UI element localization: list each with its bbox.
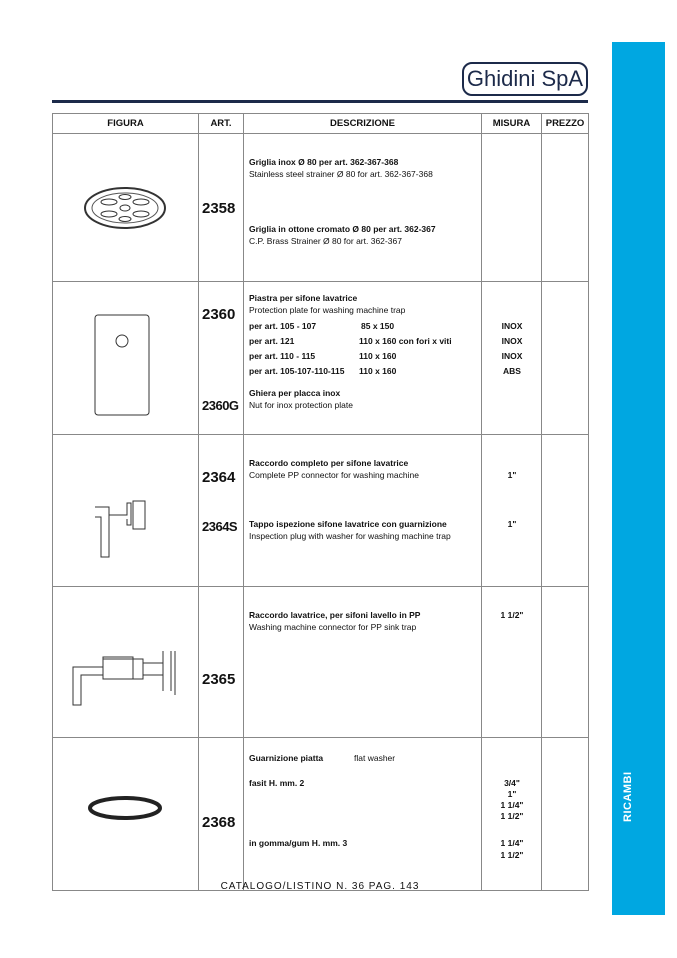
misura-value: 1 1/2"	[500, 610, 524, 620]
desc-it: Tappo ispezione sifone lavatrice con guarnizione	[249, 519, 447, 529]
spec-size: 110 x 160	[359, 366, 397, 376]
table-row	[53, 282, 589, 435]
col-misura: MISURA	[482, 114, 542, 134]
art-number: 2364	[202, 469, 236, 486]
table-row	[53, 738, 589, 891]
plate-figure	[53, 282, 199, 435]
desc-en: Complete PP connector for washing machine	[249, 470, 419, 480]
price-cell	[542, 435, 589, 587]
strainer-drawing	[53, 134, 198, 279]
header-rule	[52, 100, 588, 103]
catalog-table	[52, 113, 589, 891]
page-footer: CATALOGO/LISTINO N. 36 PAG. 143	[220, 881, 420, 892]
misura-value: 1"	[507, 519, 517, 529]
spec-size: 110 x 160	[359, 351, 397, 361]
desc-en: Stainless steel strainer Ø 80 for art. 362-367-368	[249, 169, 433, 179]
art-number: 2368	[202, 814, 236, 831]
misura-value: INOX	[501, 336, 523, 346]
desc-it: Ghiera per placca inox	[249, 388, 341, 398]
table-header	[53, 114, 589, 134]
price-cell	[542, 134, 589, 282]
col-figura: FIGURA	[53, 114, 199, 134]
sink-connector-figure	[53, 587, 199, 738]
washer-figure	[53, 738, 199, 891]
art-number: 2365	[202, 671, 236, 688]
art-number: 2358	[202, 200, 236, 217]
art-number: 2360	[202, 306, 236, 323]
sink-connector-drawing	[53, 587, 198, 735]
misura-value: 1"	[507, 470, 517, 480]
price-cell	[542, 738, 589, 891]
spec: per art. 105-107-110-115	[249, 366, 345, 376]
desc-it: Guarnizione piatta	[249, 753, 324, 763]
misura-value: 3/4"	[504, 778, 520, 788]
desc-en: flat washer	[354, 753, 396, 763]
desc-en: Nut for inox protection plate	[249, 400, 353, 410]
desc-en: C.P. Brass Strainer Ø 80 for art. 362-367	[249, 236, 402, 246]
spec: per art. 121	[249, 336, 295, 346]
misura-value: 1"	[507, 789, 517, 799]
spec-size: 85 x 150	[361, 321, 395, 331]
table-row	[53, 134, 589, 282]
desc-en: Inspection plug with washer for washing machine trap	[249, 531, 451, 541]
desc-it: Raccordo completo per sifone lavatrice	[249, 458, 409, 468]
col-prezzo: PREZZO	[542, 114, 589, 134]
washer-drawing	[53, 738, 198, 888]
table-row	[53, 587, 589, 738]
price-cell	[542, 282, 589, 435]
spec: per art. 105 - 107	[249, 321, 317, 331]
spec: fasit H. mm. 2	[249, 778, 305, 788]
misura-value: 1 1/2"	[500, 850, 524, 860]
spec: per art. 110 - 115	[249, 351, 316, 361]
connector-drawing	[53, 435, 198, 584]
misura-value: INOX	[501, 351, 523, 361]
section-tab	[612, 42, 665, 915]
price-cell	[542, 587, 589, 738]
spec: in gomma/gum H. mm. 3	[249, 838, 348, 848]
art-number: 2364S	[202, 519, 238, 534]
desc-en: Protection plate for washing machine trap	[249, 305, 406, 315]
col-descrizione: DESCRIZIONE	[244, 114, 482, 134]
desc-it: Griglia inox Ø 80 per art. 362-367-368	[249, 157, 399, 167]
col-art: ART.	[199, 114, 244, 134]
section-label: RICAMBI	[622, 771, 634, 822]
misura-value: 1 1/2"	[500, 811, 524, 821]
art-number: 2360G	[202, 398, 239, 413]
misura-value: 1 1/4"	[500, 838, 524, 848]
misura-value: ABS	[503, 366, 521, 376]
misura-value: 1 1/4"	[500, 800, 524, 810]
desc-it: Griglia in ottone cromato Ø 80 per art. 362-367	[249, 224, 436, 234]
connector-figure	[53, 435, 199, 587]
brand-logo: Ghidini SpA	[462, 62, 588, 96]
spec-size: 110 x 160 con fori x viti	[359, 336, 452, 346]
desc-it: Piastra per sifone lavatrice	[249, 293, 358, 303]
desc-it: Raccordo lavatrice, per sifoni lavello in PP	[249, 610, 421, 620]
strainer-figure	[53, 134, 199, 282]
table-row	[53, 435, 589, 587]
misura-value: INOX	[501, 321, 523, 331]
desc-en: Washing machine connector for PP sink trap	[249, 622, 417, 632]
plate-drawing	[53, 282, 198, 432]
